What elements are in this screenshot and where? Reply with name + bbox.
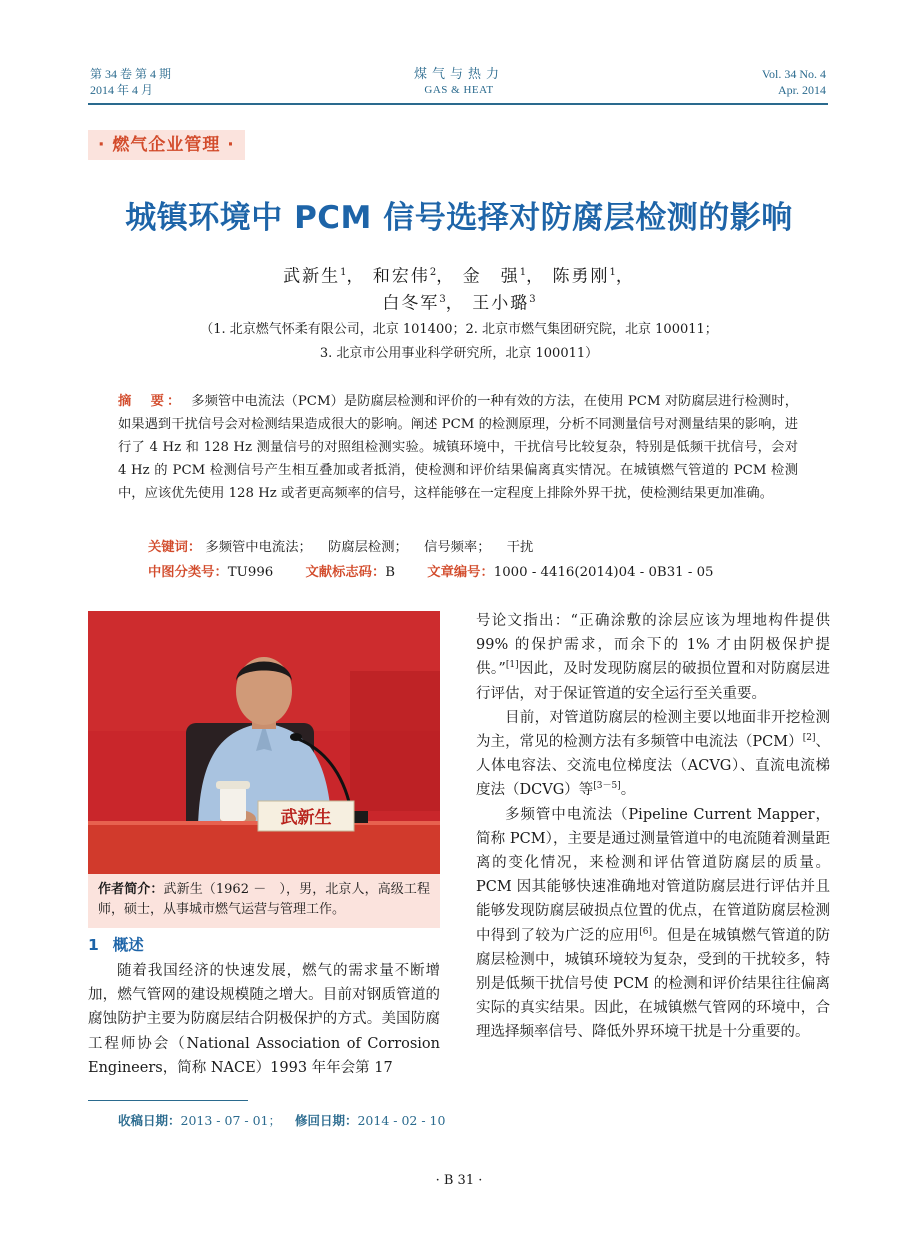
author-name: 武新生	[283, 266, 341, 287]
classification-line	[148, 562, 838, 584]
document-code	[305, 565, 395, 580]
author-name: 白冬军	[382, 293, 440, 314]
footnote-rule	[88, 1100, 248, 1101]
received-value: 2013 - 07 - 01；	[180, 1113, 281, 1128]
author-affil-mark: 2	[429, 267, 437, 278]
revised-date	[295, 1113, 445, 1128]
volume-issue-en: Vol. 34 No. 4	[761, 67, 826, 81]
affiliation-line-2: 3. 北京市公用事业科学研究所，北京 100011）	[319, 346, 599, 361]
citation: [2]	[802, 733, 816, 744]
clc-number	[148, 565, 273, 580]
body-paragraph	[476, 803, 830, 1045]
microphone-head	[290, 733, 302, 741]
keyword-item: 多频管中电流法；	[205, 540, 312, 555]
body-text: 号论文指出：“正确涂敷的涂层应该为埋地构件提供 99% 的保护需求，而余下的 1% 才由阴极保护提供。”	[476, 613, 830, 678]
article-number-value: 1000 - 4416(2014)04 - 0B31 - 05	[493, 565, 714, 580]
keyword-item: 防腐层检测；	[328, 540, 408, 555]
page-number: · B 31 ·	[435, 1173, 483, 1188]
body-paragraph	[476, 706, 830, 803]
section-heading	[88, 934, 144, 956]
revised-value: 2014 - 02 - 10	[357, 1113, 446, 1128]
section-title: 概述	[112, 936, 144, 954]
author-affil-mark: 1	[340, 267, 347, 278]
issue-date: 2014 年 4 月	[90, 83, 154, 97]
abstract	[118, 390, 798, 505]
body-column-right	[476, 609, 830, 1045]
citation: [3－5]	[593, 781, 621, 792]
author-name: 陈勇刚	[552, 266, 610, 287]
author-bio	[88, 874, 440, 928]
journal-name-en: GAS & HEAT	[424, 84, 494, 96]
article-number	[427, 565, 713, 580]
footnote-dates	[118, 1111, 455, 1131]
volume-issue: 第 34 卷 第 4 期	[90, 67, 172, 81]
received-label: 收稿日期：	[118, 1113, 181, 1128]
body-text: 多频管中电流法（Pipeline Current Mapper，简称 PCM），主要是通过测量管道中的电流随着测量距离的变化情况，来检测和评估管道防腐层的质量。PCM 因其能够快速准确地对管道防腐层进行评估并且能够发现防腐层破损点位置的优点，在管道防腐层检测中得到了较为广泛的应用	[476, 806, 830, 944]
abstract-label: 摘 要：	[118, 394, 184, 409]
author-bio-text: 武新生（1962 － ），男，北京人，高级工程师，硕士，从事城市燃气运营与管理工作。	[98, 882, 430, 917]
body-text: 因此，及时发现防腐层的破损位置和对防腐层进行评估，对于保证管道的安全运行至关重要。	[476, 661, 830, 702]
keyword-item: 信号频率；	[424, 540, 491, 555]
journal-volume-info-en	[762, 66, 826, 98]
author-name: 王小璐	[472, 293, 530, 314]
affiliation-line-1: （1. 北京燃气怀柔有限公司，北京 101400；2. 北京市燃气集团研究院，北京 100011；	[200, 322, 718, 337]
keyword-item: 干扰	[506, 540, 534, 555]
author-photo-illustration	[88, 611, 440, 874]
tea-cup-lid	[216, 781, 250, 789]
journal-name-zh: 煤气与热力	[413, 66, 504, 81]
body-text: 目前，对管道防腐层的检测主要以地面非开挖检测为主，常见的检测方法有多频管中电流法（PCM）	[476, 709, 830, 751]
keywords-label: 关键词：	[148, 540, 202, 555]
author-photo	[88, 611, 440, 874]
clc-label: 中图分类号：	[148, 565, 228, 580]
author-affil-mark: 3	[439, 294, 446, 305]
abstract-text: 多频管中电流法（PCM）是防腐层检测和评价的一种有效的方法，在使用 PCM 对防腐层进行检测时，如果遇到干扰信号会对检测结果造成很大的影响。阐述 PCM 的检测原理，分析不同测量信号对测量结果的影响，进行了 4 Hz 和 128 Hz 测量信号的对照组检测实验。城镇环境中，干扰信号比较复杂，特别是低频干扰信号，会对 4 Hz 的 PCM 检测信号产生相互叠加或者抵消，使检测和评价结果偏离真实情况。在城镇燃气管道的 PCM 检测中，应该优先使用 128 Hz 或者更高频率的信号，这样能够在一定程度上排除外界干扰，使检测结果更加准确。	[118, 394, 798, 501]
section-tag: · 燃气企业管理 ·	[88, 130, 245, 160]
backdrop-shade	[350, 671, 440, 811]
nameplate-text: 武新生	[280, 808, 332, 828]
body-text: 、人体电容法、交流电位梯度法（ACVG）、直流电流梯度法（DCVG）等	[476, 734, 831, 799]
author-bio-label: 作者简介：	[98, 882, 164, 897]
author-line-1: 武新生$^1$， 和宏伟$^2$， 金 强$^1$， 陈勇刚$^1$，	[283, 266, 635, 287]
author-name: 和宏伟	[372, 266, 430, 287]
revised-label: 修回日期：	[294, 1113, 358, 1128]
journal-name	[370, 66, 548, 98]
citation: [1]	[505, 660, 519, 671]
author-affil-mark: 1	[519, 267, 527, 278]
tea-cup	[220, 787, 246, 821]
author-affil-mark: 1	[609, 267, 616, 278]
body-column-left	[88, 959, 440, 1080]
received-date	[118, 1113, 281, 1128]
header-rule	[88, 103, 828, 105]
author-affil-mark: 3	[529, 294, 536, 305]
body-text: 。	[620, 782, 636, 799]
body-paragraph	[476, 609, 830, 706]
keywords	[148, 537, 798, 559]
author-line-2: 白冬军$^3$， 王小璐$^3$	[382, 293, 536, 314]
body-text: 。但是在城镇燃气管道的防腐层检测中，城镇环境较为复杂，受到的干扰较多，特别是低频干扰信号使 PCM 的检测和评价结果往往偏离实际的真实结果。因此，在城镇燃气管网的环境中，合理选择频率信号、降低外界环境干扰是十分重要的。	[476, 927, 831, 1041]
clc-value: TU996	[227, 565, 274, 580]
doc-code-label: 文献标志码：	[305, 565, 386, 580]
section-number: 1	[88, 936, 99, 954]
doc-code-value: B	[385, 565, 396, 580]
author-name: 金 强	[462, 266, 520, 287]
issue-date-en: Apr. 2014	[778, 83, 826, 97]
body-paragraph: 随着我国经济的快速发展，燃气的需求量不断增加，燃气管网的建设规模随之增大。目前对钢质管道的腐蚀防护主要为防腐层结合阴极保护的方式。美国防腐工程师协会（National Association of Corrosion Engineers，简称 NACE）1993 年年会第 17	[88, 963, 440, 1076]
citation: [6]	[639, 926, 652, 937]
article-title: 城镇环境中 PCM 信号选择对防腐层检测的影响	[125, 200, 793, 236]
article-number-label: 文章编号：	[427, 565, 494, 580]
journal-volume-info	[90, 66, 171, 98]
